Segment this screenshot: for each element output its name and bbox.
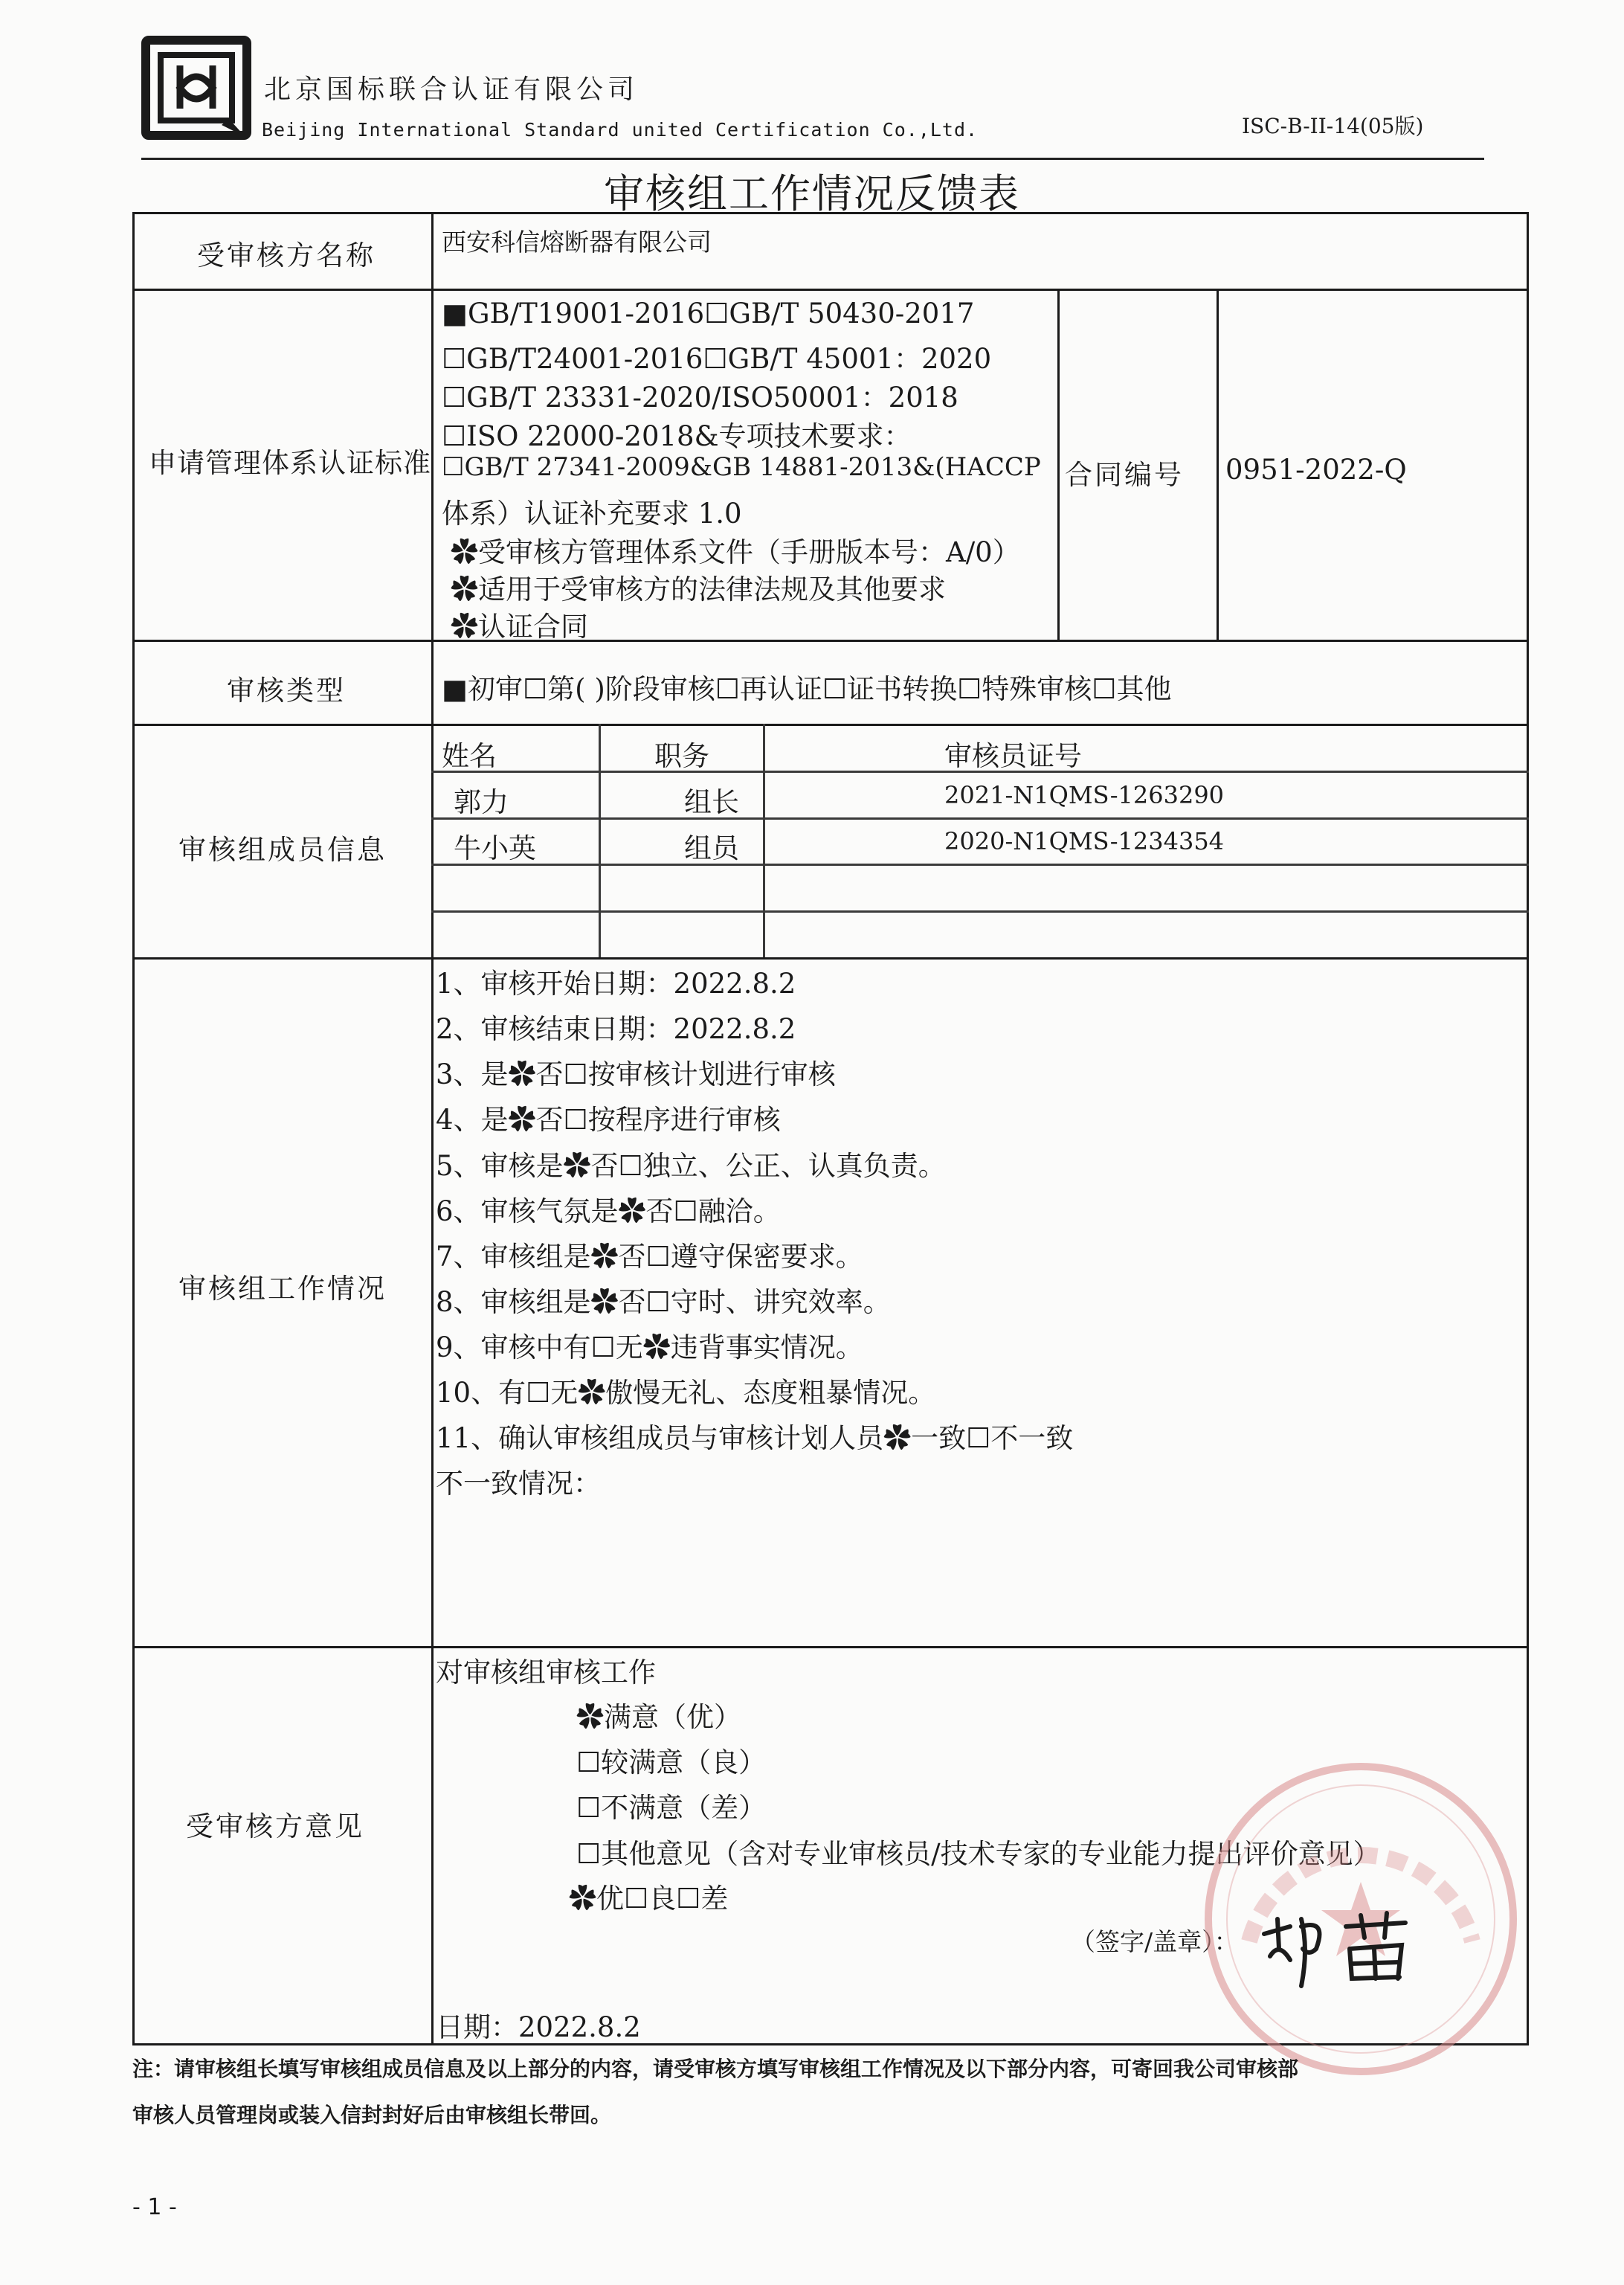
footer-note-line1: 注：请审核组长填写审核组成员信息及以上部分的内容，请受审核方填写审核组工作情况及以下部分内容，可寄回我公司审核部 [132, 2057, 1299, 2081]
work-item: 2、审核结束日期：2022.8.2 [436, 1013, 796, 1045]
work-item: 11、确认审核组成员与审核计划人员✿一致☐不一致 [436, 1422, 1074, 1454]
member-header-role: 职务 [654, 740, 709, 772]
standard-line: ☐GB/T 23331-2020/ISO50001：2018 [442, 382, 958, 414]
opinion-option: ✿满意（优） [576, 1701, 741, 1733]
standard-line: ✿受审核方管理体系文件（手册版本号：A/0） [451, 536, 1020, 568]
member-row-divider [431, 910, 1529, 913]
member-cert: 2021-N1QMS-1263290 [944, 781, 1225, 809]
standard-line: ■GB/T19001-2016☐GB/T 50430-2017 [442, 298, 975, 330]
member-row-divider [431, 817, 1529, 820]
opinion-intro: 对审核组审核工作 [436, 1656, 656, 1688]
work-item: 7、审核组是✿否☐遵守保密要求。 [436, 1241, 863, 1273]
opinion-option: ☐较满意（良） [576, 1746, 767, 1778]
row-divider [132, 640, 1529, 642]
opinion-date: 日期：2022.8.2 [436, 2011, 641, 2043]
row-divider [132, 724, 1529, 726]
work-item: 3、是✿否☐按审核计划进行审核 [436, 1058, 836, 1090]
opinion-option: ☐不满意（差） [576, 1792, 767, 1824]
member-name: 牛小英 [454, 832, 536, 864]
opinion-label: 受审核方意见 [186, 1810, 364, 1842]
contract-column-divider [1057, 289, 1060, 640]
contract-column-divider [1217, 289, 1219, 640]
footer-note-line2: 审核人员管理岗或装入信封封好后由审核组长带回。 [132, 2103, 612, 2127]
member-column-divider [763, 724, 765, 957]
work-item: 6、审核气氛是✿否☐融洽。 [436, 1195, 781, 1227]
member-role: 组长 [684, 786, 739, 818]
member-name: 郭力 [454, 786, 509, 818]
work-item: 10、有☐无✿傲慢无礼、态度粗暴情况。 [436, 1377, 936, 1409]
work-item: 4、是✿否☐按程序进行审核 [436, 1104, 781, 1136]
standard-line: 体系）认证补充要求 1.0 [442, 498, 742, 530]
members-label: 审核组成员信息 [178, 834, 387, 866]
opinion-option: ☐其他意见（含对专业审核员/技术专家的专业能力提出评价意见） [576, 1838, 1381, 1870]
work-item: 8、审核组是✿否☐守时、讲究效率。 [436, 1286, 891, 1318]
standard-line: ✿认证合同 [451, 611, 588, 643]
work-item: 5、审核是✿否☐独立、公正、认真负责。 [436, 1150, 946, 1182]
auditee-name: 西安科信熔断器有限公司 [442, 228, 712, 257]
member-row-divider [431, 864, 1529, 866]
row-divider [132, 957, 1529, 960]
company-logo [141, 36, 251, 140]
member-header-name: 姓名 [442, 740, 497, 772]
auditee-label: 受审核方名称 [197, 240, 376, 271]
work-label: 审核组工作情况 [178, 1273, 387, 1305]
member-header-cert: 审核员证号 [944, 740, 1082, 772]
standard-line: ☐GB/T 27341-2009&GB 14881-2013&(HACCP [442, 452, 1041, 482]
label-column-divider [431, 212, 434, 2045]
work-item: 不一致情况： [436, 1468, 601, 1500]
work-item: 9、审核中有☐无✿违背事实情况。 [436, 1331, 863, 1363]
row-divider [132, 289, 1529, 291]
header-rule [141, 158, 1484, 160]
contract-number-value: 0951-2022-Q [1225, 454, 1407, 486]
form-title: 审核组工作情况反馈表 [604, 170, 1020, 217]
member-column-divider [599, 724, 601, 957]
audit-type-value: ■初审☐第( )阶段审核☐再认证☐证书转换☐特殊审核☐其他 [442, 673, 1172, 705]
page-number: - 1 - [132, 2194, 177, 2220]
standards-label: 申请管理体系认证标准 [149, 447, 431, 479]
row-divider [132, 1646, 1529, 1648]
standard-line: ☐GB/T24001-2016☐GB/T 45001：2020 [442, 343, 992, 375]
standard-line: ✿适用于受审核方的法律法规及其他要求 [451, 573, 946, 605]
document-code: ISC-B-II-14(05版) [1242, 114, 1424, 138]
company-name-en: Beijing International Standard united Certification Co.,Ltd. [262, 119, 979, 141]
handwritten-signature [1257, 1904, 1420, 1993]
member-role: 组员 [684, 832, 739, 864]
standard-line: ☐ISO 22000-2018&专项技术要求： [442, 420, 912, 452]
signature-label: （签字/盖章）： [1071, 1927, 1239, 1956]
contract-number-label: 合同编号 [1065, 459, 1184, 491]
member-cert: 2020-N1QMS-1234354 [944, 827, 1225, 855]
audit-type-label: 审核类型 [227, 675, 346, 707]
opinion-option: ✿优☐良☐差 [569, 1883, 729, 1915]
company-name-cn: 北京国标联合认证有限公司 [264, 74, 639, 105]
work-item: 1、审核开始日期：2022.8.2 [436, 968, 796, 1000]
